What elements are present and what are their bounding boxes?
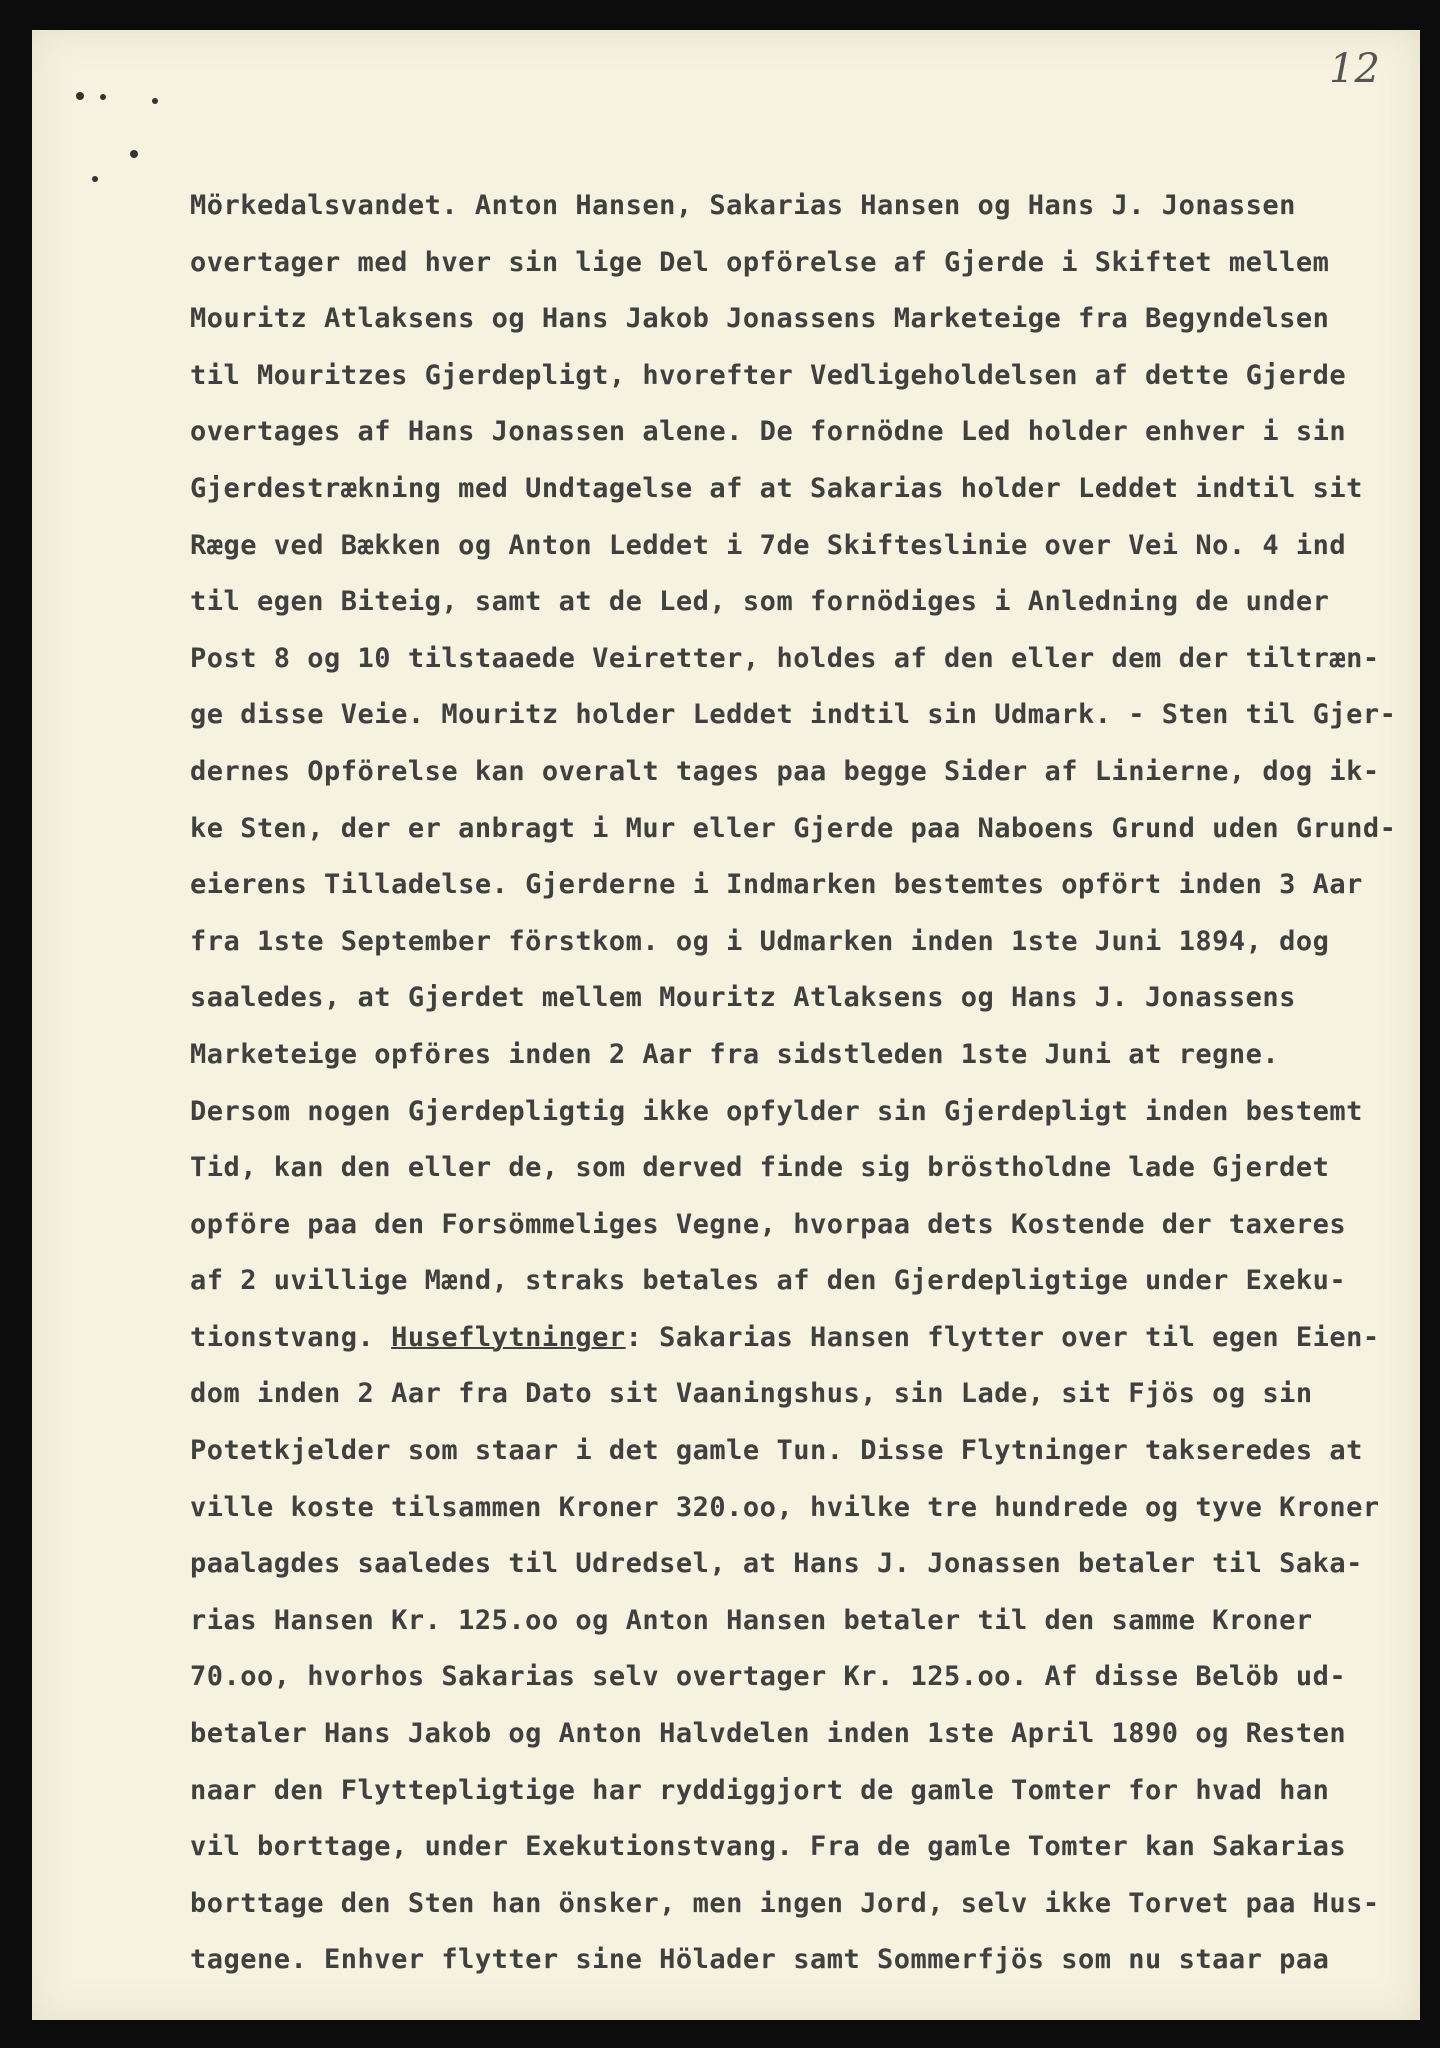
text-line: Potetkjelder som staar i det gamle Tun. Disse Flytninger takseredes at	[190, 1435, 1363, 1467]
text-line-rest: : Sakarias Hansen flytter over til egen Eien-	[625, 1321, 1380, 1353]
text-line-start: tionstvang.	[190, 1321, 392, 1353]
page-number: 12	[1329, 46, 1380, 92]
text-line: Ræge ved Bækken og Anton Leddet i 7de Skifteslinie over Vei No. 4 ind	[190, 529, 1347, 561]
text-line: overtager med hver sin lige Del opförelse af Gjerde i Skiftet mellem	[190, 246, 1330, 278]
text-line: ville koste tilsammen Kroner 320.oo, hvilke tre hundrede og tyve Kroner	[190, 1491, 1380, 1523]
text-line: ge disse Veie. Mouritz holder Leddet indtil sin Udmark. - Sten til Gjer-	[190, 699, 1397, 731]
text-line: opföre paa den Forsömmeliges Vegne, hvorpaa dets Kostende der taxeres	[190, 1208, 1347, 1240]
text-line: tagene. Enhver flytter sine Hölader samt Sommerfjös som nu staar paa	[190, 1944, 1330, 1976]
text-line	[190, 1310, 1420, 1367]
text-line: paalagdes saaledes til Udredsel, at Hans J. Jonassen betaler til Saka-	[190, 1548, 1363, 1580]
text-line: naar den Flyttepligtige har ryddiggjort de gamle Tomter for hvad han	[190, 1774, 1330, 1806]
punch-mark	[100, 94, 106, 100]
text-line: Tid, kan den eller de, som derved finde sig bröstholdne lade Gjerdet	[190, 1152, 1330, 1184]
text-line: dom inden 2 Aar fra Dato sit Vaaningshus, sin Lade, sit Fjös og sin	[190, 1378, 1313, 1410]
text-line: til egen Biteig, samt at de Led, som fornödiges i Anledning de under	[190, 586, 1330, 618]
punch-mark	[76, 92, 84, 100]
document-page	[32, 30, 1420, 2020]
text-line: Mouritz Atlaksens og Hans Jakob Jonassens Marketeige fra Begyndelsen	[190, 303, 1330, 335]
text-line: 70.oo, hvorhos Sakarias selv overtager Kr. 125.oo. Af disse Belöb ud-	[190, 1661, 1347, 1693]
typed-text-body	[190, 178, 1420, 1989]
text-line: fra 1ste September förstkom. og i Udmarken inden 1ste Juni 1894, dog	[190, 925, 1330, 957]
punch-mark	[130, 150, 138, 158]
punch-mark	[152, 98, 158, 104]
text-line: Marketeige opföres inden 2 Aar fra sidstleden 1ste Juni at regne.	[190, 1038, 1280, 1070]
text-line: Post 8 og 10 tilstaaede Veiretter, holdes af den eller dem der tiltræn-	[190, 642, 1380, 674]
text-line: rias Hansen Kr. 125.oo og Anton Hansen betaler til den samme Kroner	[190, 1604, 1313, 1636]
punch-hole-marks	[76, 84, 186, 194]
text-line: ke Sten, der er anbragt i Mur eller Gjerde paa Naboens Grund uden Grund-	[190, 812, 1397, 844]
text-line: Mörkedalsvandet. Anton Hansen, Sakarias Hansen og Hans J. Jonassen	[190, 190, 1296, 221]
text-line: eierens Tilladelse. Gjerderne i Indmarken bestemtes opfört inden 3 Aar	[190, 869, 1363, 901]
punch-mark	[92, 176, 98, 182]
text-line: saaledes, at Gjerdet mellem Mouritz Atlaksens og Hans J. Jonassens	[190, 982, 1296, 1014]
text-line: vil borttage, under Exekutionstvang. Fra de gamle Tomter kan Sakarias	[190, 1831, 1347, 1863]
text-line: dernes Opförelse kan overalt tages paa begge Sider af Linierne, dog ik-	[190, 755, 1380, 787]
text-line: til Mouritzes Gjerdepligt, hvorefter Vedligeholdelsen af dette Gjerde	[190, 359, 1347, 391]
text-line: Gjerdestrækning med Undtagelse af at Sakarias holder Leddet indtil sit	[190, 472, 1363, 504]
underlined-heading: Huseflytninger	[391, 1321, 626, 1353]
text-line: af 2 uvillige Mænd, straks betales af den Gjerdepligtige under Exeku-	[190, 1265, 1347, 1297]
text-line: borttage den Sten han önsker, men ingen Jord, selv ikke Torvet paa Hus-	[190, 1887, 1380, 1919]
text-line: overtages af Hans Jonassen alene. De fornödne Led holder enhver i sin	[190, 416, 1347, 448]
text-line: betaler Hans Jakob og Anton Halvdelen inden 1ste April 1890 og Resten	[190, 1718, 1347, 1750]
text-line: Dersom nogen Gjerdepligtig ikke opfylder sin Gjerdepligt inden bestemt	[190, 1095, 1363, 1127]
